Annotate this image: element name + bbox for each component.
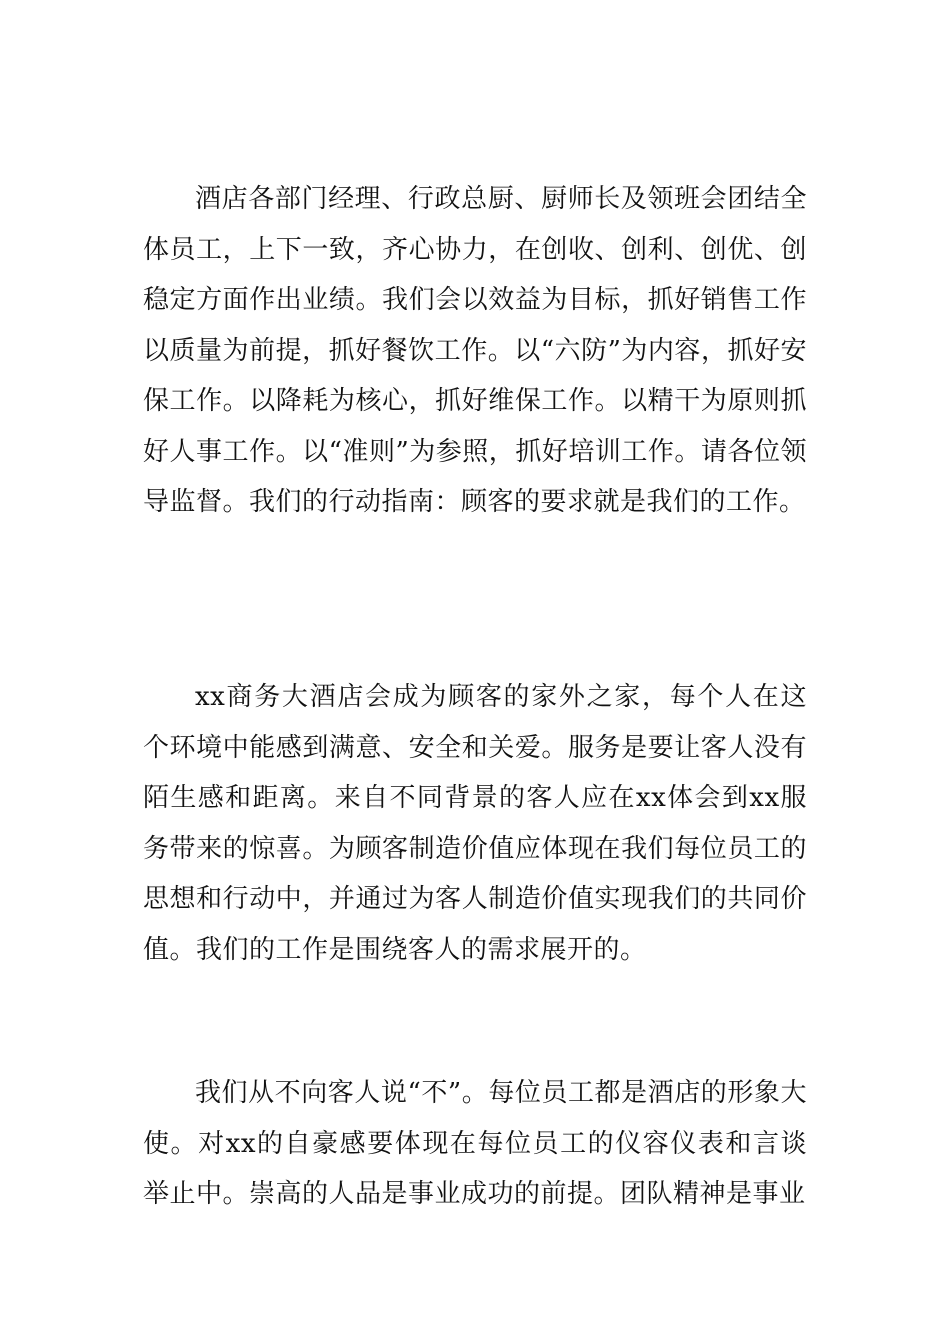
paragraph-3: 我们从不向客人说“不”。每位员工都是酒店的形象大使。对xx的自豪感要体现在每位员工的仪容仪表和言谈举止中。崇高的人品是事业成功的前提。团队精神是事业 (143, 1078, 807, 1209)
paragraph-1: 酒店各部门经理、行政总厨、厨师长及领班会团结全体员工，上下一致，齐心协力，在创收、创利、创优、创稳定方面作出业绩。我们会以效益为目标，抓好销售工作以质量为前提，抓好餐饮工作。以“六防”为内容，抓好安保工作。以降耗为核心，抓好维保工作。以精干为原则抓好人事工作。以“准则”为参照，抓好培训工作。请各位领导监督。我们的行动指南：顾客的要求就是我们的工作。 (143, 184, 807, 517)
paragraph-2: xx商务大酒店会成为顾客的家外之家，每个人在这个环境中能感到满意、安全和关爱。服务是要让客人没有陌生感和距离。来自不同背景的客人应在xx体会到xx服务带来的惊喜。为顾客制造价值应体现在我们每位员工的思想和行动中，并通过为客人制造价值实现我们的共同价值。我们的工作是围绕客人的需求展开的。 (143, 682, 807, 965)
